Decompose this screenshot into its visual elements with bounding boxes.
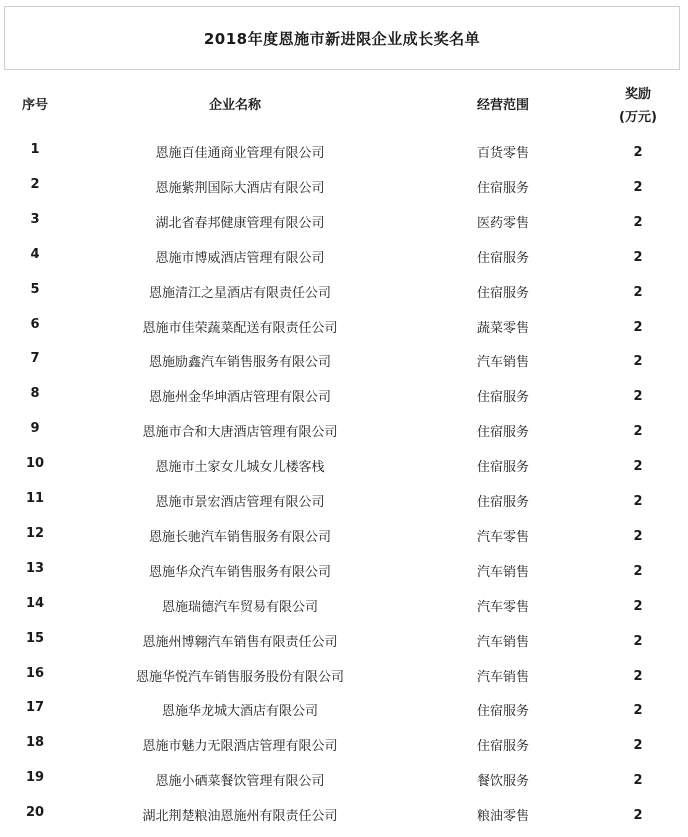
row-number: 6 [30,316,40,332]
table-row [0,663,688,698]
table-row [0,174,688,209]
business-scope: 粮油零售 [476,809,529,825]
company-name: 恩施市合和大唐酒店管理有限公司 [142,425,338,441]
header-no: 序号 [21,98,48,113]
table-row [0,488,688,523]
row-number: 17 [25,700,45,716]
table-row [0,453,688,488]
company-name: 恩施清江之星酒店有限责任公司 [148,285,331,301]
business-scope: 百货零售 [476,146,529,161]
row-number: 15 [25,630,45,646]
company-name: 恩施市魅力无限酒店管理有限公司 [142,739,338,755]
award-amount: 2 [633,145,643,160]
award-amount: 2 [633,598,643,614]
award-amount: 2 [633,494,643,509]
business-scope: 住宿服务 [476,180,529,196]
row-number: 4 [30,246,40,262]
business-scope: 蔬菜零售 [476,320,529,336]
company-name: 恩施瑞德汽车贸易有限公司 [161,599,318,615]
award-amount: 2 [633,424,643,440]
business-scope: 住宿服务 [476,495,529,510]
award-amount: 2 [633,284,643,300]
row-number: 10 [25,456,45,472]
award-amount: 2 [633,633,643,649]
table-row [0,209,688,244]
table-row [0,418,688,453]
award-amount: 2 [633,738,643,754]
table-row [0,593,688,628]
award-amount: 2 [633,808,643,824]
company-name: 恩施小硒菜餐饮管理有限公司 [155,774,325,790]
business-scope: 住宿服务 [476,390,529,406]
business-scope: 住宿服务 [476,425,529,441]
company-name: 恩施励鑫汽车销售服务有限公司 [148,355,331,371]
title-box [4,6,680,70]
award-amount: 2 [633,249,643,265]
company-name: 恩施市佳荣蔬菜配送有限责任公司 [142,320,338,336]
company-name: 恩施市土家女儿城女儿楼客栈 [155,460,325,476]
award-amount: 2 [633,459,643,475]
table-row [0,523,688,558]
table-row [0,732,688,767]
row-number: 20 [25,805,45,821]
table-row [0,697,688,732]
table-row [0,558,688,593]
company-name: 湖北荆楚粮油恩施州有限责任公司 [142,809,338,825]
award-amount: 2 [633,214,643,230]
business-scope: 汽车销售 [476,355,529,371]
company-name: 恩施华众汽车销售服务有限公司 [148,564,331,580]
business-scope: 住宿服务 [476,285,529,301]
row-number: 5 [30,281,40,297]
row-number: 2 [30,176,40,192]
business-scope: 汽车销售 [476,564,529,580]
company-name: 恩施华龙城大酒店有限公司 [161,704,318,720]
table-row [0,383,688,418]
business-scope: 汽车零售 [476,529,529,545]
award-amount: 2 [633,389,643,405]
table-row [0,279,688,314]
award-amount: 2 [633,354,643,370]
row-number: 14 [25,595,45,611]
row-number: 11 [25,491,45,506]
row-number: 8 [30,386,40,402]
row-number: 19 [25,770,45,786]
company-name: 恩施华悦汽车销售服务股份有限公司 [135,669,344,685]
table-row [0,139,688,174]
row-number: 18 [25,735,45,751]
company-name: 恩施紫荆国际大酒店有限公司 [155,180,325,196]
header-company-name: 企业名称 [208,98,261,113]
header-award-unit: (万元) [619,110,657,125]
company-name: 恩施州金华坤酒店管理有限公司 [148,390,331,406]
award-amount: 2 [633,179,643,195]
business-scope: 餐饮服务 [476,774,529,790]
table-row [0,802,688,837]
company-name: 恩施百佳通商业管理有限公司 [155,146,325,161]
header-award-label: 奖励 [624,87,651,102]
award-amount: 2 [633,563,643,579]
award-amount: 2 [633,773,643,789]
table-row [0,244,688,279]
award-amount: 2 [633,703,643,719]
table-row [0,767,688,802]
business-scope: 住宿服务 [476,460,529,476]
table-row [0,348,688,383]
row-number: 1 [30,142,40,157]
company-name: 恩施市博威酒店管理有限公司 [155,250,325,266]
row-number: 16 [25,665,45,681]
row-number: 13 [25,560,45,576]
business-scope: 汽车销售 [476,634,529,650]
business-scope: 医药零售 [476,215,529,231]
row-number: 9 [30,421,40,437]
row-number: 3 [30,211,40,227]
company-name: 恩施长驰汽车销售服务有限公司 [148,529,331,545]
row-number: 12 [25,525,45,541]
business-scope: 住宿服务 [476,739,529,755]
company-name: 湖北省春邦健康管理有限公司 [155,215,325,231]
table-row [0,314,688,349]
award-amount: 2 [633,528,643,544]
award-amount: 2 [633,319,643,335]
award-amount: 2 [633,668,643,684]
business-scope: 汽车销售 [476,669,529,685]
table-row [0,628,688,663]
page-title: 2018年度恩施市新进限企业成长奖名单 [203,29,481,48]
company-name: 恩施州博翱汽车销售有限责任公司 [142,634,338,650]
header-business-scope: 经营范围 [476,98,529,113]
company-name: 恩施市景宏酒店管理有限公司 [155,495,325,510]
header-award [600,83,676,129]
business-scope: 住宿服务 [476,704,529,720]
row-number: 7 [30,351,40,367]
business-scope: 住宿服务 [476,250,529,266]
business-scope: 汽车零售 [476,599,529,615]
